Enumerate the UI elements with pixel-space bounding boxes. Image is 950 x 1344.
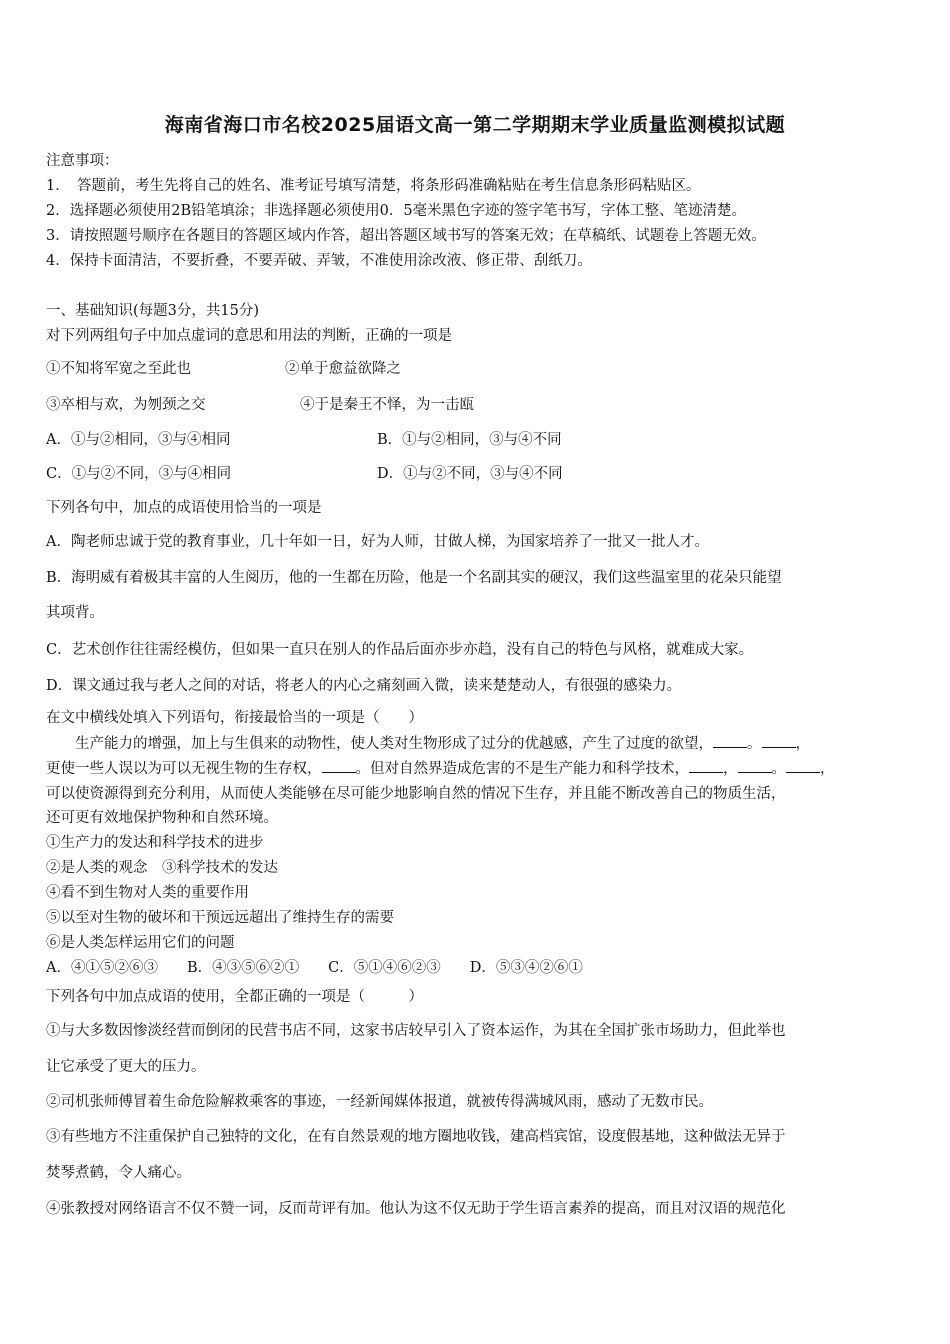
notice-item-3: 3．请按照题号顺序在各题目的答题区域内作答，超出答题区域书写的答案无效；在草稿纸、试题卷上答题无效。 <box>46 228 766 244</box>
q1-option-c: C．①与②不同，③与④相同 <box>46 466 232 482</box>
q3-passage-line-4: 还可更有效地保护物种和自然环境。 <box>46 810 278 826</box>
q3-passage-line-3: 可以使资源得到充分利用，从而使人类能够在尽可能少地影响自然的情况下生存，并且能不断改善自己的物质生活， <box>46 786 786 802</box>
q3-stem: 在文中横线处填入下列语句，衔接最恰当的一项是（ ） <box>46 710 423 726</box>
notice-item-2: 2．选择题必须使用2B铅笔填涂；非选择题必须使用0．5毫米黑色字迹的签字笔书写，字体工整、笔迹清楚。 <box>46 203 747 219</box>
q1-sentence-3: ③卒相与欢，为刎颈之交 <box>46 397 206 413</box>
q4-sentence-3-cont: 焚琴煮鹤，令人痛心。 <box>46 1165 191 1181</box>
q3-item-6: ⑥是人类怎样运用它们的问题 <box>46 935 235 951</box>
q1-sentence-1: ①不知将军宽之至此也 <box>46 361 191 377</box>
q4-sentence-1-cont: 让它承受了更大的压力。 <box>46 1059 206 1075</box>
q3-options: A．④①⑤②⑥③ B．④③⑤⑥②① C．⑤①④⑥②③ D．⑤③④②⑥① <box>46 960 583 976</box>
q3-item-2-3: ②是人类的观念 ③科学技术的发达 <box>46 860 278 876</box>
q1-sentence-2: ②单于愈益欲降之 <box>285 361 401 377</box>
notice-item-1: 1． 答题前，考生先将自己的姓名、准考证号填写清楚，将条形码准确粘贴在考生信息条形码粘贴区。 <box>46 178 701 194</box>
q4-sentence-2: ②司机张师傅冒着生命危险解救乘客的事迹，一经新闻媒体报道，就被传得满城风雨，感动了无数市民。 <box>46 1094 713 1110</box>
q3-passage-line-1: 生产能力的增强，加上与生俱来的动物性，使人类对生物形成了过分的优越感，产生了过度的欲望， 。 ， <box>46 736 810 752</box>
page-title: 海南省海口市名校2025届语文高一第二学期期末学业质量监测模拟试题 <box>164 114 786 136</box>
q4-sentence-4: ④张教授对网络语言不仅不赞一词，反而苛评有加。他认为这不仅无助于学生语言素养的提高，而且对汉语的规范化 <box>46 1201 786 1217</box>
q2-option-c: C．艺术创作往往需经模仿，但如果一直只在别人的作品后面亦步亦趋，没有自己的特色与风格，就难成大家。 <box>46 642 754 658</box>
q2-option-a: A．陶老师忠诚于党的教育事业，几十年如一日，好为人师，甘做人梯，为国家培养了一批又一批人才。 <box>46 534 709 550</box>
q4-stem: 下列各句中加点成语的使用，全都正确的一项是（ ） <box>46 989 423 1005</box>
q2-option-b-cont: 其项背。 <box>46 605 104 621</box>
q2-stem: 下列各句中，加点的成语使用恰当的一项是 <box>46 500 322 516</box>
q2-option-d: D．课文通过我与老人之间的对话，将老人的内心之痛刻画入微，读来楚楚动人，有很强的感染力。 <box>46 678 682 694</box>
q2-option-b: B．海明威有着极其丰富的人生阅历，他的一生都在历险，他是一个名副其实的硬汉，我们这些温室里的花朵只能望 <box>46 570 782 586</box>
q1-sentence-4: ④于是秦王不怿，为一击瓯 <box>300 397 474 413</box>
section-heading: 一、基础知识(每题3分，共15分) <box>46 303 259 319</box>
notice-heading: 注意事项： <box>46 153 119 169</box>
q3-item-4: ④看不到生物对人类的重要作用 <box>46 885 249 901</box>
q4-sentence-3: ③有些地方不注重保护自己独特的文化，在有自然景观的地方圈地收钱，建高档宾馆，设度假基地，这种做法无异于 <box>46 1129 786 1145</box>
q1-option-b: B．①与②相同，③与④不同 <box>377 432 562 448</box>
q3-passage-line-2: 更使一些人误以为可以无视生物的生存权， 。但对自然界造成危害的不是生产能力和科学技术， ， 。 ， <box>46 761 835 777</box>
q1-stem: 对下列两组句子中加点虚词的意思和用法的判断，正确的一项是 <box>46 328 452 344</box>
q3-item-1: ①生产力的发达和科学技术的进步 <box>46 835 264 851</box>
q1-option-a: A．①与②相同，③与④相同 <box>46 432 231 448</box>
q1-option-d: D．①与②不同，③与④不同 <box>377 466 563 482</box>
notice-item-4: 4．保持卡面清洁，不要折叠，不要弄破、弄皱，不准使用涂改液、修正带、刮纸刀。 <box>46 253 592 269</box>
q3-item-5: ⑤以至对生物的破坏和干预远远超出了维持生存的需要 <box>46 910 394 926</box>
q4-sentence-1: ①与大多数因惨淡经营而倒闭的民营书店不同，这家书店较早引入了资本运作，为其在全国扩张市场助力，但此举也 <box>46 1023 786 1039</box>
